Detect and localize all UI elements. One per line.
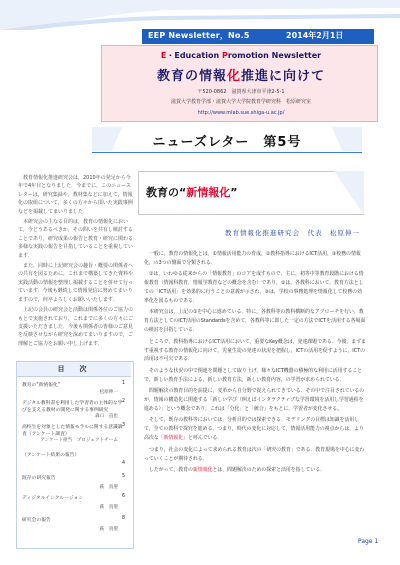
body-paragraph: ところで，教科指導におけるICT活用において，重要なKey概念は，発達課題である．今後，まずます重視する教育の情報化に向けて，児童生徒の発達の状況を把握し，ICTの活用を促すように，ICTの活用は不可欠である． [144,338,366,363]
toc-author: 松原伸一 [99,390,118,395]
highlight-term: 新情報化 [192,466,213,473]
toc-page-number: 6 [122,494,126,499]
body-paragraph: ①は，いわゆる従来からの「情報教育」のコアを成すもので，主に，初等中等教育段階における情報教育（情報科教育，情報学教育などの概念を含む）であり，②は，各教科において，教育方法としての「ICT活用」を効果的に行うことの意義が示され，③は，学校の事務処理を情報化して校務の効率化を図るものである． [144,271,364,305]
feature-title: 教育の“新情報化” [146,186,238,199]
toc-item[interactable]: 研究会の報告 [22,518,51,523]
body-paragraph: つまり，社会の変化によって求められる教育は次の「研究の教育」である．教育現場を中心に変わっていくことが期待される． [144,446,365,462]
toc-author: アンケート担当 プロジェクトチーム [40,438,118,443]
feature-byline: 教育情報化推進研究会 代表 松原伸一 [225,229,360,237]
masthead-title-ja: 教育の情報化推進に向けて [156,69,326,84]
issue-date: 2014年2月1日 [286,31,344,40]
intro-paragraph: 上記の会員の研究会と活動は関係各位のご協力のもとで実施されており，これまでに多くの方々にご支援いただきました．今後も関係者の皆様のご意見を反映させながら研究を深めてまいりますので，ご理解とご協力をお願い申し上げます． [18,307,134,347]
body-paragraph: 一般に，教育の情報化とは，①情報活用能力の育成，②教科指導におけるICT活用，③校務の情報化，の3つの側面で分類される． [144,251,361,266]
toc-item[interactable]: 高校生を対象とした情報モラルに関する意識調査（アンケート調査） [22,425,123,437]
toc-author: 森口 直也 [95,414,118,419]
masthead-title-en: E・Education Promotion Newsletter [160,51,322,60]
toc-title: 目 次 [57,365,91,373]
header-decoration [0,0,400,30]
body-paragraph: 本研究会は，上記の①を中心に進めている．特に，各教科等の教科横断的なアプローチを行い，教育方法としてのICT活用のStandardsを含めて，各教科等に即した一定の方法でICTを活用する各場面の検討を目指している． [144,309,366,334]
newsletter-number: EEP Newsletter，No.5 [148,31,250,40]
toc-item[interactable]: 教育の"新情報化" [22,383,60,388]
organization-name: 滋賀大学教育学部・滋賀大学大学院教育学研究科 松原研究室 [170,99,311,105]
toc-item[interactable]: デジタル教科書を利用した学習者の主体的な学びを支える教材の開発に関する事例研究 [22,401,123,413]
website-link[interactable]: http://www.mlab.sue.shiga-u.ac.jp/ [197,110,285,116]
highlight-term: 新情報化 [163,435,184,442]
toc-item[interactable]: 既存の研究報告 [22,476,56,481]
toc-author: 萩 真聖 [99,505,118,510]
feature-body [144,250,366,477]
body-paragraph: そして，既存の教科等においては，分析目的では探索できる．モデリングの目標は知識を活用して，全ての教科で探究を進める．つまり，時代の変化に対応して，情報活用能力の視点からは，より高次な「新情報化」と呼んでいる． [144,417,364,442]
intro-paragraph: また，同時に上記研究会の趣旨・概要の関係者への共有を図るために，これまで構築してきた資料や実践活動の情報を整理し掲載することを併せて行っています．今後も継続して情報発信に努めてまいりますので，何卒よろしくお願いいたします． [18,263,134,303]
intro-text [18,174,133,350]
toc-page-number: 2 [122,399,126,404]
toc-page-number: 4 [122,461,126,466]
toc-page-number: 5 [122,474,126,479]
toc-item[interactable]: （アンケート結果の報告） [22,453,80,458]
banner-divider [92,152,362,153]
body-paragraph: 問題解決の教育目的を前提に，変革から自分野で捉えられてきている．その中で注目されているのが，情報の構造化に関連する「新しい学び（例えばインタラクティブな学習環境を活用し学習過程を進める）」という概念であり，これは「分化」と「統合」をもとに，学習者が変化させる。 [144,388,365,412]
toc-item[interactable]: ディジタルインクルージョン [22,496,84,501]
intro-paragraph: 本研究会の主なる目的は，教育の情報化において，今どうあるべきか，その問いを共有し検討することであり，研究成果の報告と教育・研究に関わる多様な実践の報告を目指していることを重視しています． [18,219,134,259]
postal-address: 〒520-0862 滋賀県大津市平津2-5-1 [197,89,285,95]
intro-paragraph: 教育情報化推進研究会は，2010年の発足から今年で4年目となりました．今までに，このニュースレターは，研究集録や，教材集などに加えて，情報化の取組について，多くの方々から頂いた実践事例などを掲載してまいりました． [18,175,133,215]
page-number: Page 1 [358,538,379,545]
body-paragraph: したがって，教育の新情報化とは，問題解決のための探索と活用を指している． [149,466,325,473]
toc-page-number: 8 [122,516,126,521]
newsletter-banner-title: ニューズレター 第5号 [152,135,302,150]
toc-page-number: 3 [122,423,126,428]
toc-author: 萩 真聖 [99,527,118,532]
body-paragraph: そのような状況の中で関連を問題として取り上げ，様々なICT機器の積極的な利用に活用することで，新しい教育手法による，新しい教育方法，新しい教育内容，の学習が求められている． [144,367,363,383]
toc-page-number: 1 [122,381,126,386]
toc-author: 萩 真聖 [99,485,118,490]
